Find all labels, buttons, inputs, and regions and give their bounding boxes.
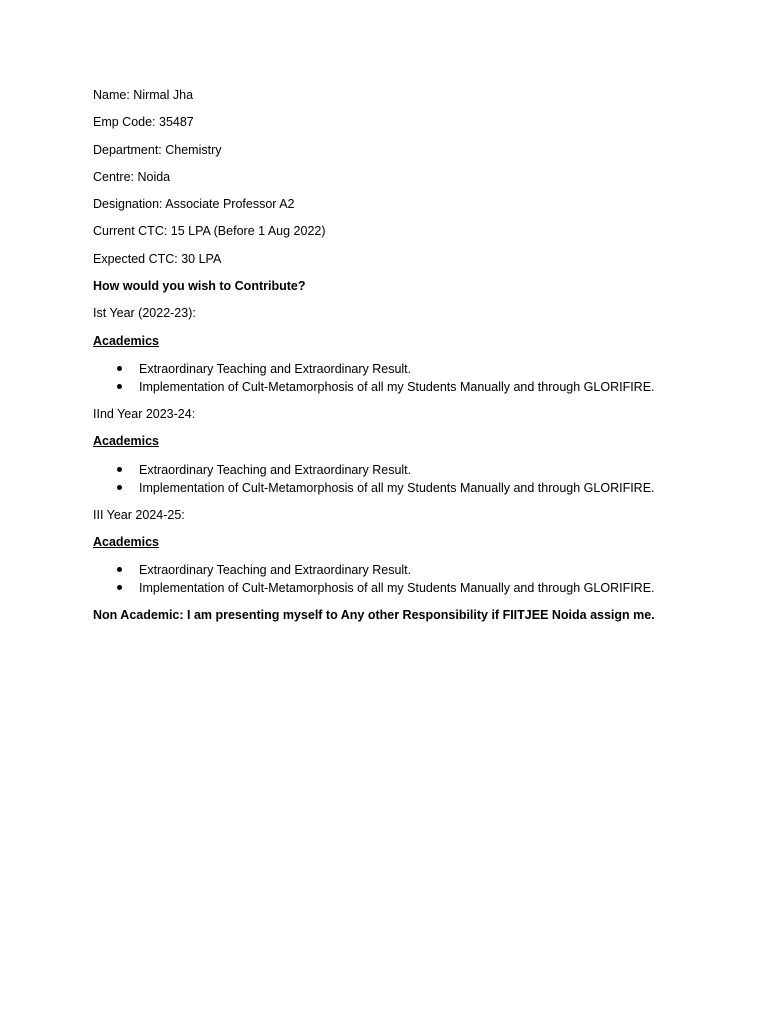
list-item [93,378,733,396]
emp-code-line: Emp Code: 35487 [93,115,194,130]
non-academic-statement: Non Academic: I am presenting myself to Any other Responsibility if FIITJEE Noida assign me. [93,608,655,623]
year-1-heading: Academics [93,333,160,348]
bullet-icon [117,366,122,371]
list-item-text: Implementation of Cult-Metamorphosis of all my Students Manually and through GLORIFIRE. [139,379,655,394]
list-item [93,461,733,479]
year-2-label: IInd Year 2023-24: [93,406,196,421]
year-1-label: Ist Year (2022-23): [93,306,196,321]
bullet-icon [117,384,122,389]
list-item-text: Implementation of Cult-Metamorphosis of all my Students Manually and through GLORIFIRE. [139,480,655,495]
list-item-text: Extraordinary Teaching and Extraordinary Result. [139,563,412,578]
list-item [93,360,733,378]
bullet-icon [117,467,122,472]
list-item [93,479,733,497]
bullet-icon [117,485,122,490]
year-2-bullet-list [93,461,733,497]
list-item-text: Extraordinary Teaching and Extraordinary Result. [139,361,412,376]
list-item [93,579,733,597]
name-line: Name: Nirmal Jha [93,88,194,102]
list-item [93,561,733,579]
list-item-text: Extraordinary Teaching and Extraordinary Result. [139,462,412,477]
year-3-heading: Academics [93,534,160,549]
bullet-icon [117,567,122,572]
centre-line: Centre: Noida [93,169,171,184]
designation-line: Designation: Associate Professor A2 [93,197,295,212]
bullet-icon [117,585,122,590]
list-item-text: Implementation of Cult-Metamorphosis of all my Students Manually and through GLORIFIRE. [139,581,655,596]
contribution-question: How would you wish to Contribute? [93,279,306,294]
department-line: Department: Chemistry [93,142,222,157]
expected-ctc-line: Expected CTC: 30 LPA [93,251,222,266]
year-1-bullet-list [93,360,733,396]
current-ctc-line: Current CTC: 15 LPA (Before 1 Aug 2022) [93,224,326,239]
year-3-bullet-list [93,561,733,597]
document-page [93,87,733,634]
year-3-label: III Year 2024-25: [93,507,185,522]
year-2-heading: Academics [93,434,160,449]
